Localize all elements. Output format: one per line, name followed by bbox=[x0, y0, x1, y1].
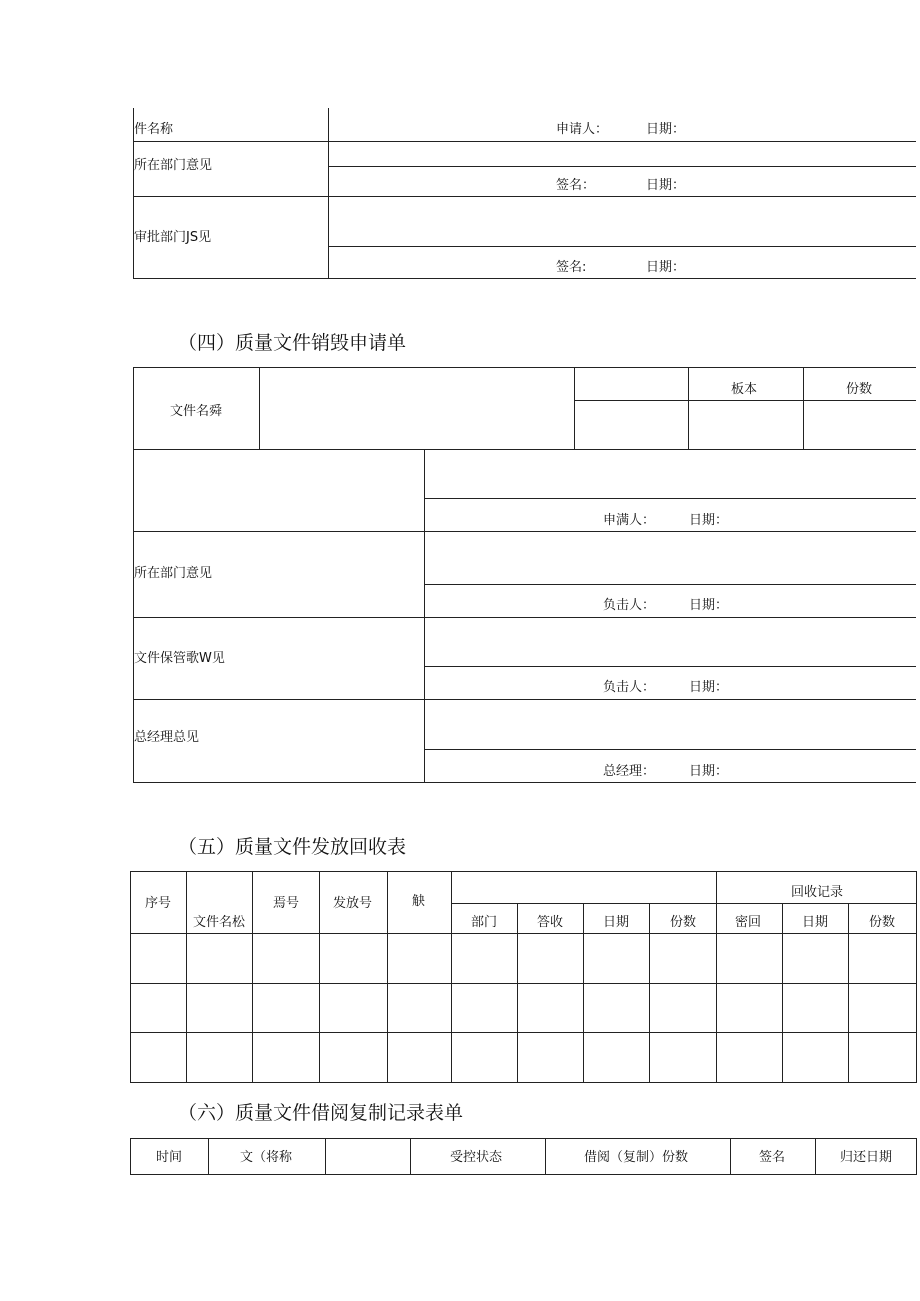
applicant-label: 申满人： bbox=[603, 513, 656, 528]
return-date-header: 归还日期 bbox=[840, 1150, 893, 1165]
copies-label: 份数 bbox=[846, 382, 873, 397]
seq-header: 序号 bbox=[145, 896, 172, 911]
responsible-label: 负击人： bbox=[603, 598, 656, 613]
custody-opinion-label: 文件保管歌W见 bbox=[134, 651, 225, 666]
gm-opinion-label: 总经理总见 bbox=[134, 730, 200, 745]
form-divider bbox=[328, 108, 329, 279]
file-name-label: 文件名舜 bbox=[170, 404, 223, 419]
borrow-record-title: （六）质量文件借阅复制记录表单 bbox=[178, 1102, 464, 1124]
number-header: 焉号 bbox=[273, 896, 300, 911]
sub-header-recall: 密回 bbox=[735, 915, 762, 930]
edition-label: 板本 bbox=[731, 382, 758, 397]
time-header: 时间 bbox=[156, 1150, 183, 1165]
dept-opinion-label: 所在部门意见 bbox=[134, 566, 213, 581]
signature-header: 签名 bbox=[759, 1150, 786, 1165]
file-name-label: 件名称 bbox=[134, 122, 174, 137]
date-label: 日期： bbox=[646, 260, 686, 275]
sign-label: 签名: bbox=[556, 260, 587, 275]
sub-header-date: 日期 bbox=[603, 915, 630, 930]
destruction-form-title: （四）质量文件销毁申请单 bbox=[178, 332, 407, 354]
dept-opinion-label: 所在部门意见 bbox=[134, 158, 213, 173]
file-name-header: 文件名松 bbox=[193, 915, 246, 930]
distribution-form-title: （五）质量文件发放回收表 bbox=[178, 836, 407, 858]
issue-no-header: 发放号 bbox=[333, 896, 373, 911]
recall-record-header: 回收记录 bbox=[791, 885, 844, 900]
control-status-header: 受控状态 bbox=[450, 1150, 503, 1165]
approval-dept-opinion-label: 审批部门JS见 bbox=[134, 230, 212, 245]
sub-header-recall-date: 日期 bbox=[802, 915, 829, 930]
copies-header: 觖 bbox=[412, 894, 426, 909]
sub-header-sign: 答收 bbox=[537, 915, 564, 930]
file-name-header: 文（将称 bbox=[240, 1150, 293, 1165]
sign-label: 签名： bbox=[556, 178, 596, 193]
sub-header-recall-copies: 份数 bbox=[869, 915, 896, 930]
sub-header-copies: 份数 bbox=[670, 915, 697, 930]
borrow-copies-header: 借阅（复制）份数 bbox=[584, 1150, 689, 1165]
date-label: 日期： bbox=[689, 764, 729, 779]
date-label: 日期： bbox=[689, 513, 729, 528]
responsible-label: 负击人： bbox=[603, 680, 656, 695]
date-label: 日期： bbox=[689, 680, 729, 695]
sub-header-dept: 部门 bbox=[471, 915, 498, 930]
date-label: 日期： bbox=[646, 178, 686, 193]
applicant-label: 申请人： bbox=[556, 122, 609, 137]
gm-sign-label: 总经理： bbox=[603, 764, 656, 779]
date-label: 日期： bbox=[689, 598, 729, 613]
date-label: 日期： bbox=[646, 122, 686, 137]
